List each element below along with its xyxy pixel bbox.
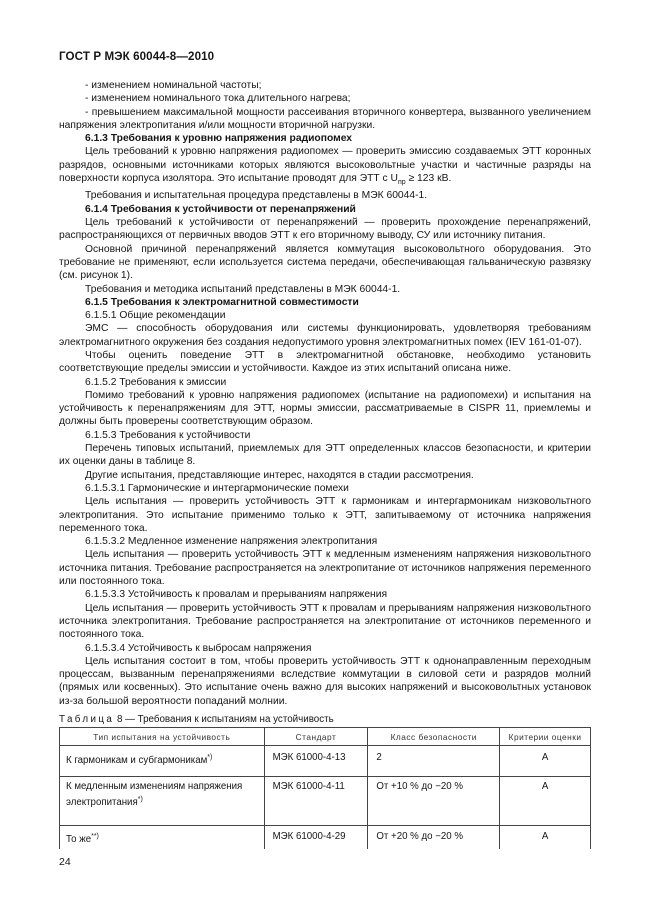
- section-heading-6-1-4: 6.1.4 Требования к устойчивости от перенапряжений: [85, 203, 356, 215]
- subsection-heading: 6.1.5.2 Требования к эмиссии: [85, 376, 227, 388]
- paragraph: Требования и испытательная процедура представлены в МЭК 60044-1.: [85, 190, 428, 202]
- subsection-heading: 6.1.5.3.2 Медленное изменение напряжения электропитания: [85, 536, 378, 548]
- subsection-heading: 6.1.5.1 Общие рекомендации: [85, 310, 226, 322]
- list-item: - превышением максимальной мощности рассеивания вторичного конвертера, вызванного увеличением напряжения электропитания и/или мощности вторичной нагрузки.: [59, 106, 591, 131]
- paragraph: Цель испытания — проверить устойчивость ЭТТ к провалам и прерываниям напряжения низковольтного источника электропитания. Требование распространяется на электропитание от источников переменного и постоянного тока.: [59, 602, 591, 641]
- cell-standard: МЭК 61000-4-29: [264, 826, 368, 849]
- body-text: [59, 79, 591, 708]
- subsection-heading: 6.1.5.3.1 Гармонические и интергармонические помехи: [85, 482, 349, 494]
- paragraph: Помимо требований к уровню напряжения радиопомех (испытание на радиопомехи) и испытания на устойчивость к перенапряжениям для ЭТТ, нормы эмиссии, рассматриваемые в CISPR 11, приемлемы и должны быть проверены соответствующим образом.: [59, 389, 591, 428]
- section-heading-6-1-3: 6.1.3 Требования к уровню напряжения радиопомех: [85, 133, 353, 145]
- cell-criteria: А: [500, 746, 591, 777]
- paragraph: Перечень типовых испытаний, приемлемых для ЭТТ определенных классов безопасности, и критерии их оценки даны в таблице 8.: [59, 443, 591, 468]
- paragraph: Требования и методика испытаний представлены в МЭК 60044-1.: [85, 283, 401, 295]
- column-header-type: Тип испытания на устойчивость: [60, 728, 265, 746]
- paragraph: Цель требований к устойчивости от перенапряжений — проверить прохождение перенапряжений, распространяющихся от первичных вводов ЭТТ к его вторичному выводу, СУ или источнику питания.: [59, 217, 591, 242]
- column-header-criteria: Критерии оценки: [500, 728, 591, 746]
- paragraph: Чтобы оценить поведение ЭТТ в электромагнитной обстановке, необходимо установить соответствующие пределы эмиссии и устойчивости. Каждое из этих испытаний описана ниже.: [59, 349, 591, 375]
- cell-criteria: А: [500, 826, 591, 849]
- section-heading-6-1-5: 6.1.5 Требования к электромагнитной совместимости: [85, 296, 359, 308]
- list-item: - изменением номинального тока длительного нагрева;: [85, 93, 351, 105]
- paragraph: Цель испытания состоит в том, чтобы проверить устойчивость ЭТТ к однонаправленным переходным процессам, вызванным перенапряжениями вследствие коммутации в силовой сети и разрядов молний (прямых или косвенных). Это испытание очень важно для высоких напряжений и высоковольтных установок из-за большой вероятности попаданий молнии.: [59, 655, 591, 707]
- cell-standard: МЭК 61000-4-11: [264, 777, 368, 826]
- list-item: - изменением номинальной частоты;: [85, 80, 262, 91]
- paragraph: ЭМС — способность оборудования или системы функционировать, удовлетворяя требованиям электромагнитного окружения без создания недопустимого уровня электромагнитных помех (IEV 161-01-07).: [59, 323, 591, 348]
- table-row: [60, 826, 591, 849]
- paragraph: Цель требований к уровню напряжения радиопомех — проверить эмиссию создаваемых ЭТТ коронных разрядов, основными источниками которых являются высоковольтные участки и частичные разряды на поверхности корпуса изолятора. Это испытание проводят для ЭТТ с $U_{пр} \ge 123$ кВ.: [59, 146, 591, 187]
- column-header-standard: Стандарт: [264, 728, 368, 746]
- paragraph: Цель испытания — проверить устойчивость ЭТТ к медленным изменениям напряжения низковольтного источника питания. Требование распространяется на электропитание от источников напряжения переменного или постоянного тока.: [59, 549, 591, 588]
- column-header-class: Класс безопасности: [368, 728, 500, 746]
- cell-class: 2: [368, 746, 500, 777]
- table-header-row: [60, 728, 591, 746]
- cell-test-type: К медленным изменениям напряжения электропитания*): [60, 777, 265, 826]
- table-row: [60, 746, 591, 777]
- page-number: 24: [59, 856, 71, 868]
- cell-test-type: К гармоникам и субгармоникам*): [60, 746, 265, 777]
- requirements-table: [59, 727, 591, 849]
- cell-test-type: То же**): [60, 826, 265, 849]
- subsection-heading: 6.1.5.3.4 Устойчивость к выбросам напряжения: [85, 642, 312, 654]
- subsection-heading: 6.1.5.3.3 Устойчивость к провалам и прерываниям напряжения: [85, 589, 388, 601]
- table-row: [60, 777, 591, 826]
- paragraph: Другие испытания, представляющие интерес, находятся в стадии рассмотрения.: [85, 469, 474, 481]
- subsection-heading: 6.1.5.3 Требования к устойчивости: [85, 429, 251, 441]
- cell-standard: МЭК 61000-4-13: [264, 746, 368, 777]
- cell-class: От +20 % до −20 %: [368, 826, 500, 849]
- paragraph: Цель испытания — проверить устойчивость ЭТТ к гармоникам и интергармоникам низковольтного электропитания. Это испытание применимо только к ЭТТ, запитываемому от источника напряжения переменного тока.: [59, 496, 591, 534]
- table-caption: Таблица 8 — Требования к испытаниям на устойчивость: [59, 714, 334, 725]
- cell-criteria: А: [500, 777, 591, 826]
- document-header: ГОСТ Р МЭК 60044-8—2010: [59, 50, 215, 63]
- paragraph: Основной причиной перенапряжений является коммутация высоковольтного оборудования. Это требование не применяют, если используется система передачи, обеспечивающая гальваническую развязку (см. рисунок 1).: [59, 243, 591, 282]
- cell-class: От +10 % до −20 %: [368, 777, 500, 826]
